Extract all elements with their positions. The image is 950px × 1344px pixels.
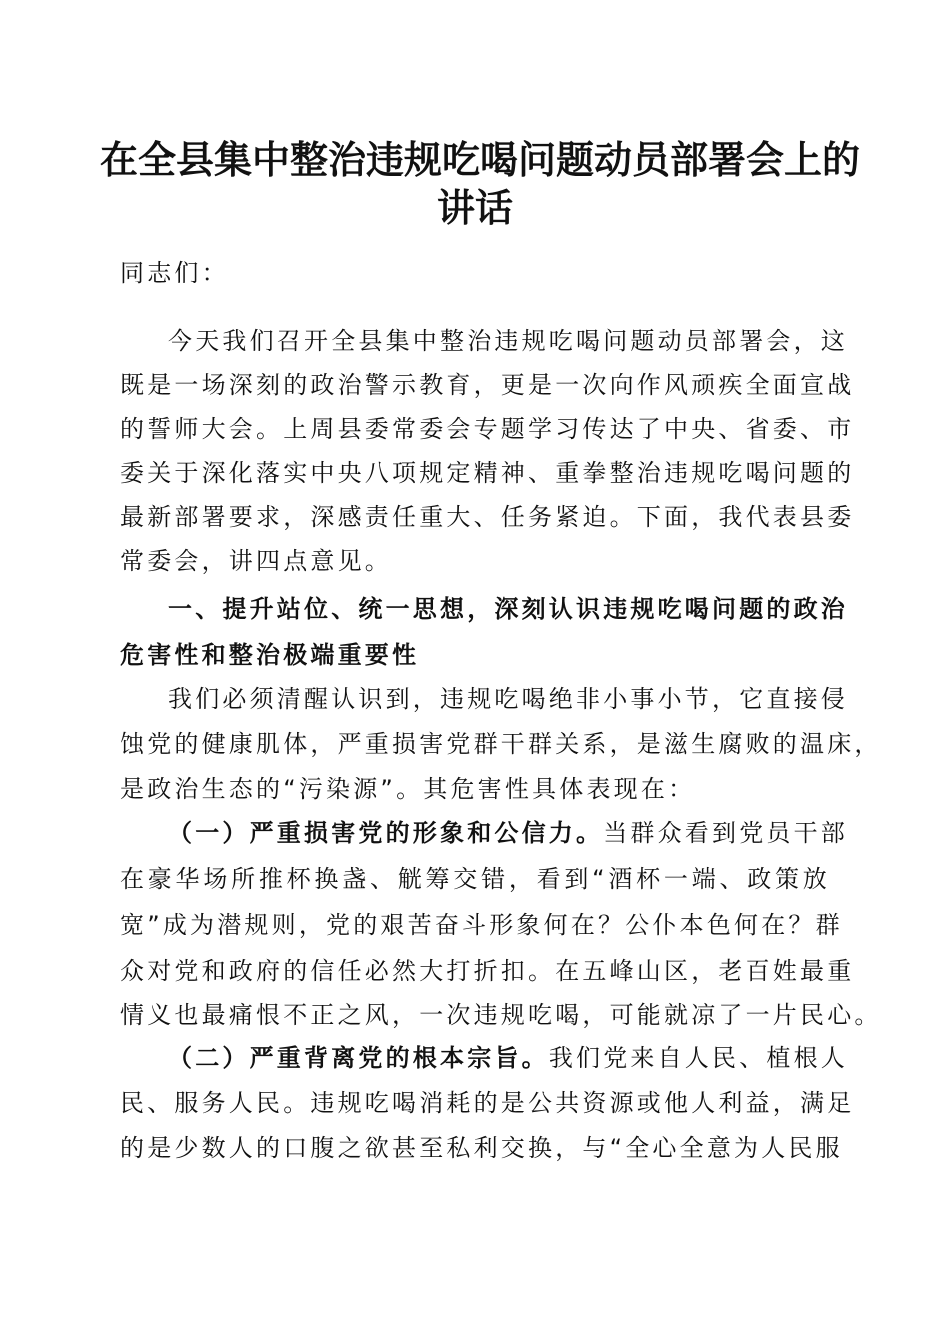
intro-line-3: 的誓师大会。上周县委常委会专题学习传达了中央、省委、市 — [120, 415, 855, 443]
section1-body-line-3: 是政治生态的“污染源”。其危害性具体表现在： — [120, 775, 696, 803]
section1-body-line-2: 蚀党的健康肌体，严重损害党群干群关系，是滋生腐败的温床， — [120, 730, 882, 758]
section1-body-line-1: 我们必须清醒认识到，违规吃喝绝非小事小节，它直接侵 — [168, 685, 848, 713]
point1-lead: （一）严重损害党的形象和公信力。 — [168, 819, 604, 847]
intro-line-5: 最新部署要求，深感责任重大、任务紧迫。下面，我代表县委 — [120, 503, 855, 531]
intro-line-2: 既是一场深刻的政治警示教育，更是一次向作风顽疾全面宣战 — [120, 371, 855, 399]
point2-line-1 — [168, 1043, 849, 1073]
section1-heading-line-1: 一、提升站位、统一思想，深刻认识违规吃喝问题的政治 — [168, 595, 848, 623]
point2-rest: 我们党来自人民、植根人 — [548, 1044, 849, 1072]
point1-line-3: 宽”成为潜规则，党的艰苦奋斗形象何在？公仆本色何在？群 — [120, 911, 843, 939]
point1-line-2: 在豪华场所推杯换盏、觥筹交错，看到“酒杯一端、政策放 — [120, 865, 830, 893]
salutation: 同志们： — [120, 259, 229, 287]
document-title-line-1: 在全县集中整治违规吃喝问题动员部署会上的 — [100, 137, 861, 182]
point2-lead: （二）严重背离党的根本宗旨。 — [168, 1044, 549, 1072]
intro-line-4: 委关于深化落实中央八项规定精神、重拳整治违规吃喝问题的 — [120, 459, 855, 487]
point2-line-2: 民、服务人民。违规吃喝消耗的是公共资源或他人利益，满足 — [120, 1089, 855, 1117]
point1-line-1 — [168, 818, 849, 848]
section1-heading-line-2: 危害性和整治极端重要性 — [120, 641, 420, 669]
intro-line-6: 常委会，讲四点意见。 — [120, 547, 392, 575]
point1-line-4: 众对党和政府的信任必然大打折扣。在五峰山区，老百姓最重 — [120, 957, 855, 985]
point1-rest: 当群众看到党员干部 — [603, 819, 849, 847]
point2-line-3: 的是少数人的口腹之欲甚至私利交换，与“全心全意为人民服 — [120, 1134, 843, 1162]
point1-line-5: 情义也最痛恨不正之风，一次违规吃喝，可能就凉了一片民心。 — [120, 1001, 882, 1029]
document-title-line-2: 讲话 — [436, 185, 513, 230]
intro-line-1: 今天我们召开全县集中整治违规吃喝问题动员部署会，这 — [168, 327, 848, 355]
